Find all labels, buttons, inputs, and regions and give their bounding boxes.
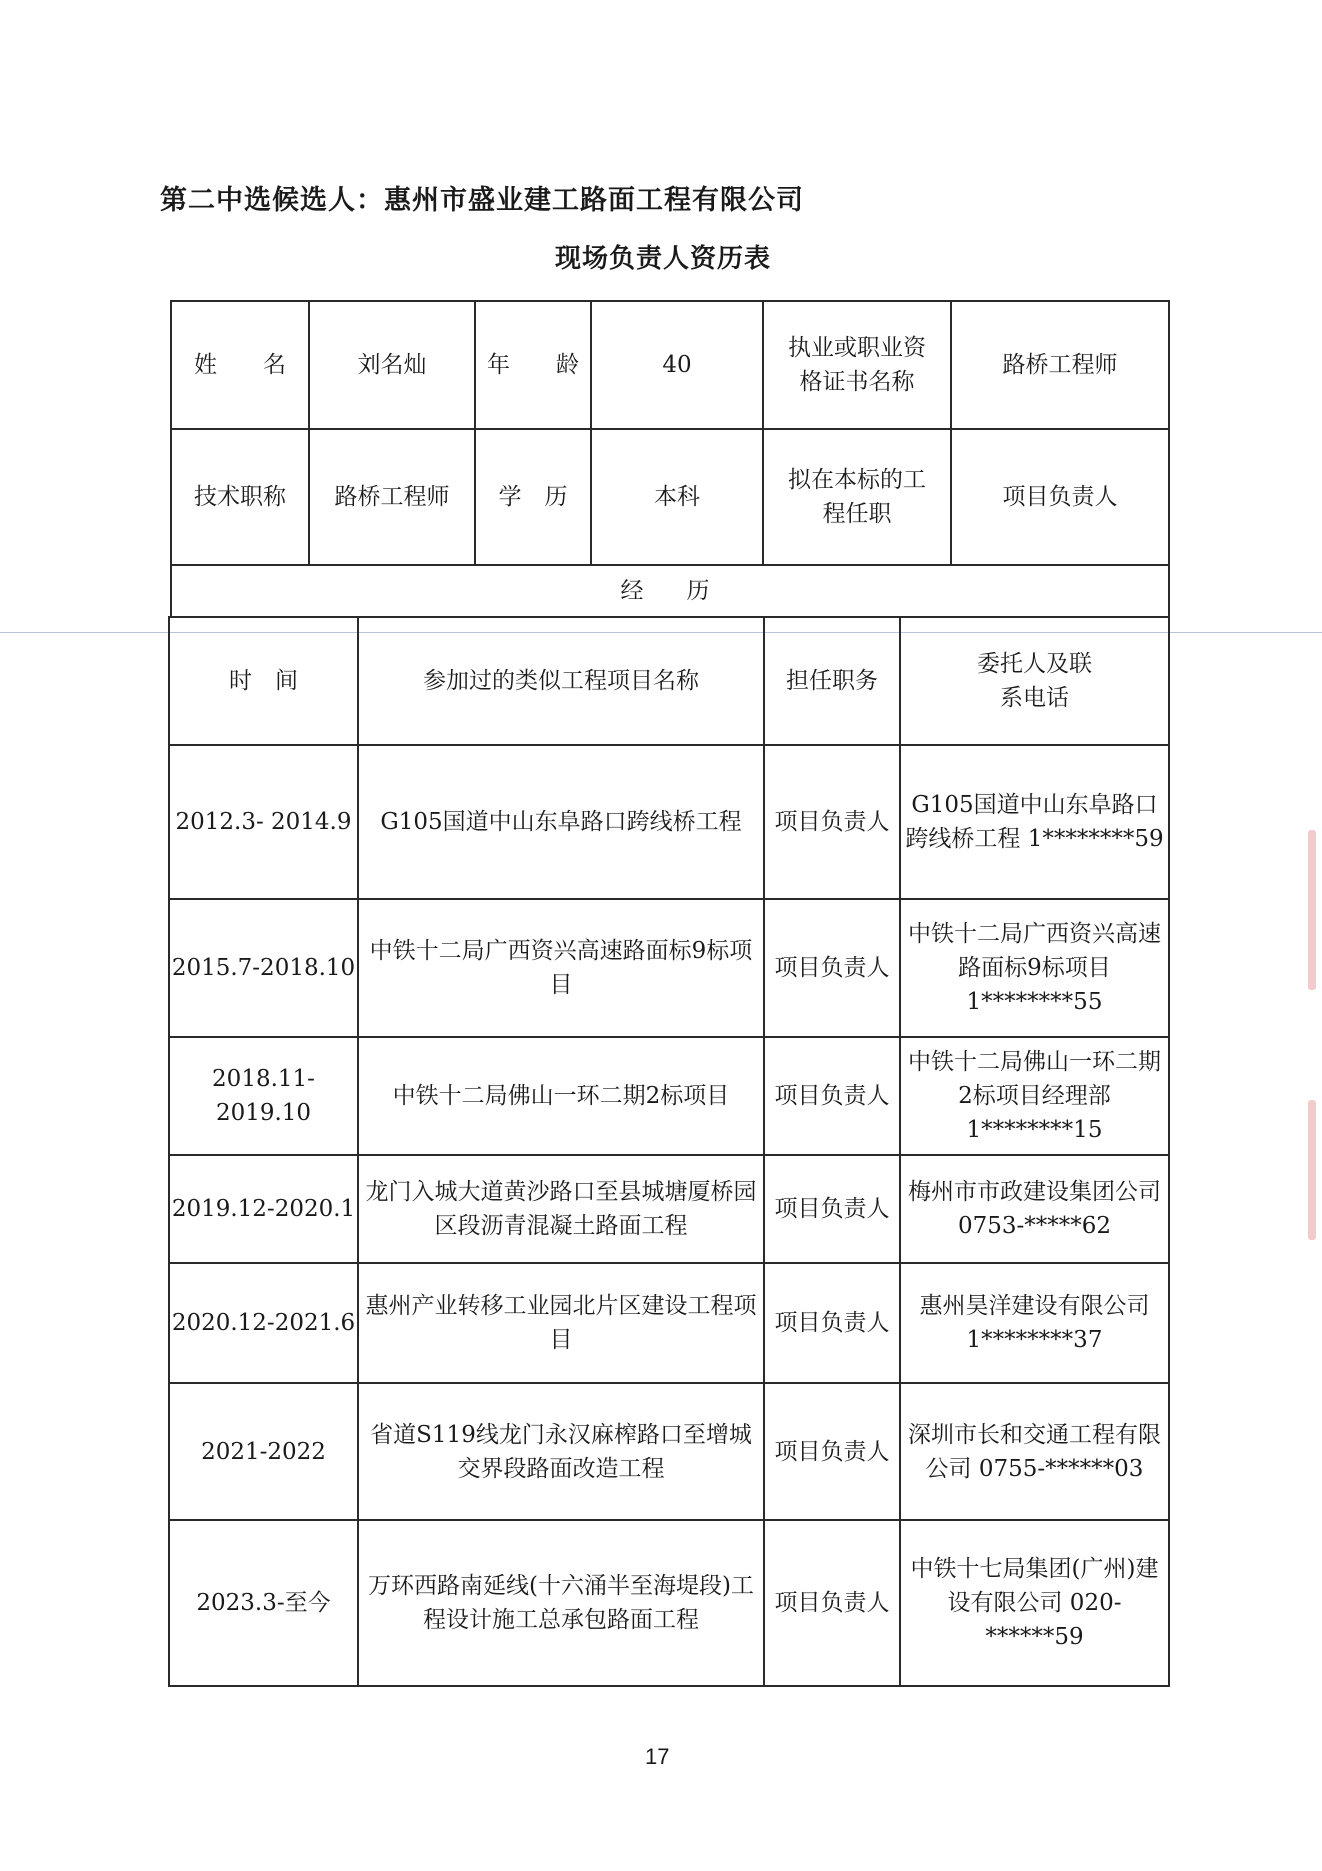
row-project: 中铁十二局佛山一环二期2标项目 xyxy=(358,1037,764,1155)
row-contact: 中铁十二局广西资兴高速路面标9标项目 1********55 xyxy=(900,899,1169,1037)
row-contact: 中铁十二局佛山一环二期2标项目经理部 1********15 xyxy=(900,1037,1169,1155)
age-label: 年 龄 xyxy=(475,301,591,429)
row-position: 项目负责人 xyxy=(764,1037,900,1155)
col-header-project: 参加过的类似工程项目名称 xyxy=(358,617,764,745)
age-value: 40 xyxy=(591,301,763,429)
table-row xyxy=(169,1383,1169,1520)
experience-header: 经 历 xyxy=(171,565,1169,617)
row-contact: G105国道中山东阜路口跨线桥工程 1********59 xyxy=(900,745,1169,899)
row-position: 项目负责人 xyxy=(764,899,900,1037)
table-row xyxy=(169,1037,1169,1155)
row-position: 项目负责人 xyxy=(764,1155,900,1263)
col-header-position: 担任职务 xyxy=(764,617,900,745)
title-label: 技术职称 xyxy=(171,429,309,565)
row-project: 惠州产业转移工业园北片区建设工程项目 xyxy=(358,1263,764,1383)
row-project: G105国道中山东阜路口跨线桥工程 xyxy=(358,745,764,899)
row-project: 中铁十二局广西资兴高速路面标9标项目 xyxy=(358,899,764,1037)
edu-label: 学 历 xyxy=(475,429,591,565)
table-row xyxy=(169,899,1169,1037)
col-header-contact: 委托人及联系电话 xyxy=(900,617,1169,745)
table-row xyxy=(169,1520,1169,1686)
table-row xyxy=(169,745,1169,899)
row-time: 2012.3- 2014.9 xyxy=(169,745,358,899)
stamp-edge-mark xyxy=(1308,830,1316,990)
row-time: 2019.12-2020.1 xyxy=(169,1155,358,1263)
profile-table xyxy=(170,300,1170,618)
row-position: 项目负责人 xyxy=(764,1383,900,1520)
role-label: 拟在本标的工程任职 xyxy=(763,429,951,565)
row-position: 项目负责人 xyxy=(764,745,900,899)
row-contact: 深圳市长和交通工程有限公司 0755-******03 xyxy=(900,1383,1169,1520)
cert-value: 路桥工程师 xyxy=(951,301,1169,429)
table-title: 现场负责人资历表 xyxy=(555,244,772,274)
edu-value: 本科 xyxy=(591,429,763,565)
row-time: 2020.12-2021.6 xyxy=(169,1263,358,1383)
row-contact: 中铁十七局集团(广州)建设有限公司 020-******59 xyxy=(900,1520,1169,1686)
page-number: 17 xyxy=(645,1744,670,1769)
row-contact: 惠州昊洋建设有限公司 1********37 xyxy=(900,1263,1169,1383)
name-value: 刘名灿 xyxy=(309,301,475,429)
row-contact: 梅州市市政建设集团公司 0753-*****62 xyxy=(900,1155,1169,1263)
table-row xyxy=(169,1155,1169,1263)
name-label: 姓 名 xyxy=(171,301,309,429)
title-value: 路桥工程师 xyxy=(309,429,475,565)
row-time: 2018.11-2019.10 xyxy=(169,1037,358,1155)
row-position: 项目负责人 xyxy=(764,1263,900,1383)
cert-label: 执业或职业资格证书名称 xyxy=(763,301,951,429)
row-time: 2023.3-至今 xyxy=(169,1520,358,1686)
row-time: 2021-2022 xyxy=(169,1383,358,1520)
row-time: 2015.7-2018.10 xyxy=(169,899,358,1037)
experience-table xyxy=(168,616,1170,1687)
role-value: 项目负责人 xyxy=(951,429,1169,565)
document-heading: 第二中选候选人：惠州市盛业建工路面工程有限公司 xyxy=(160,185,804,216)
col-header-time: 时 间 xyxy=(169,617,358,745)
row-project: 省道S119线龙门永汉麻榨路口至增城交界段路面改造工程 xyxy=(358,1383,764,1520)
row-project: 万环西路南延线(十六涌半至海堤段)工程设计施工总承包路面工程 xyxy=(358,1520,764,1686)
stamp-edge-mark xyxy=(1308,1100,1316,1240)
row-project: 龙门入城大道黄沙路口至县城塘厦桥园区段沥青混凝土路面工程 xyxy=(358,1155,764,1263)
row-position: 项目负责人 xyxy=(764,1520,900,1686)
table-row xyxy=(169,1263,1169,1383)
